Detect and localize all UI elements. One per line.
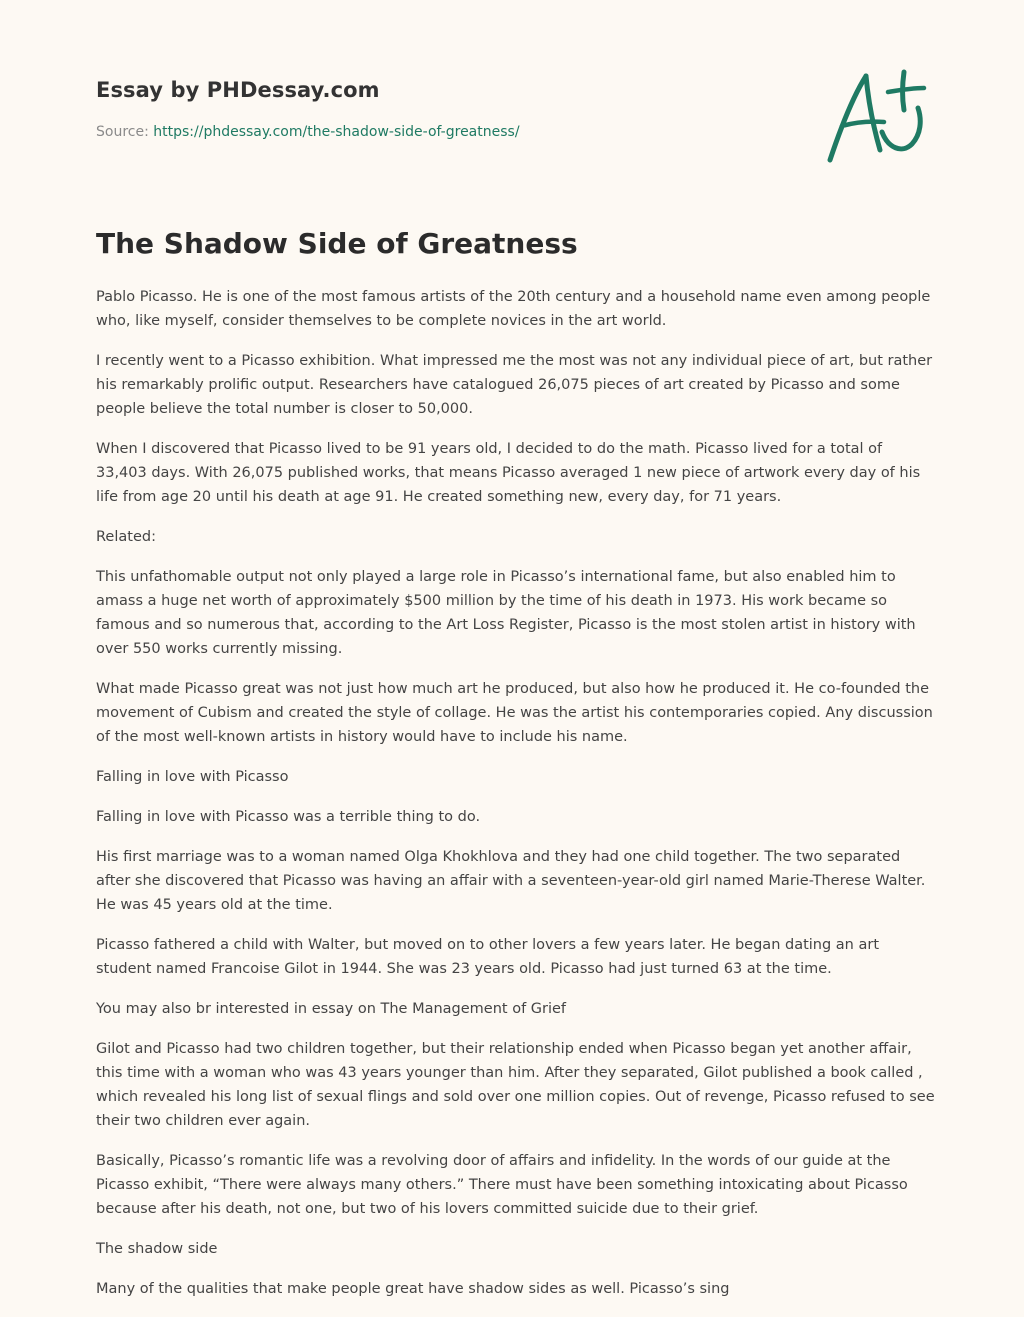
related-essay-link[interactable]: You may also br interested in essay on The Management of Grief [96, 1001, 567, 1017]
page-header [96, 74, 856, 140]
site-brand: Essay by PHDessay.com [96, 78, 380, 102]
source-line [96, 124, 520, 140]
paragraph: When I discovered that Picasso lived to be 91 years old, I decided to do the math. Picasso lived for a total of 33,403 days. With 26,075 published works, that means Picasso averaged 1 new piece of artwork every day of his life from age 20 until his death at age 91. He created something new, every day, for 71 years. [96, 441, 921, 505]
a-plus-grade-icon [822, 66, 928, 166]
paragraph: Many of the qualities that make people great have shadow sides as well. Picasso’s sing [96, 1281, 730, 1297]
source-label: Source: [96, 124, 149, 140]
paragraph: What made Picasso great was not just how much art he produced, but also how he produced it. He co-founded the movement of Cubism and created the style of collage. He was the artist his contemporaries copied. Any discussion of the most well-known artists in history would have to include his name. [96, 681, 933, 745]
paragraph: I recently went to a Picasso exhibition. What impressed me the most was not any individual piece of art, but rather his remarkably prolific output. Researchers have catalogued 26,075 pieces of art created by Picasso and some people believe the total number is closer to 50,000. [96, 353, 933, 417]
paragraph: Basically, Picasso’s romantic life was a revolving door of affairs and infidelity. In the words of our guide at the Picasso exhibit, “There were always many others.” There must have been something intoxicating about Picasso because after his death, not one, but two of his lovers committed suicide due to their grief. [96, 1153, 908, 1217]
paragraph: Gilot and Picasso had two children together, but their relationship ended when Picasso began yet another affair, this time with a woman who was 43 years younger than him. After they separated, Gilot published a book called , which revealed his long list of sexual flings and sold over one million copies. Out of revenge, Picasso refused to see their two children ever again. [96, 1041, 935, 1129]
paragraph: This unfathomable output not only played a large role in Picasso’s international fame, but also enabled him to amass a huge net worth of approximately $500 million by the time of his death in 1973. His work became so famous and so numerous that, according to the Art Loss Register, Picasso is the most stolen artist in history with over 550 works currently missing. [96, 569, 916, 657]
article-title: The Shadow Side of Greatness [96, 227, 578, 260]
paragraph: Pablo Picasso. He is one of the most famous artists of the 20th century and a household name even among people who, like myself, consider themselves to be complete novices in the art world. [96, 289, 931, 329]
source-link[interactable]: https://phdessay.com/the-shadow-side-of-greatness/ [153, 124, 520, 140]
paragraph: Falling in love with Picasso was a terrible thing to do. [96, 809, 481, 825]
section-heading: The shadow side [96, 1241, 218, 1257]
paragraph: Picasso fathered a child with Walter, but moved on to other lovers a few years later. He began dating an art student named Francoise Gilot in 1944. She was 23 years old. Picasso had just turned 63 at the time. [96, 937, 880, 977]
paragraph: His first marriage was to a woman named Olga Khokhlova and they had one child together. The two separated after she discovered that Picasso was having an affair with a seventeen-year-old girl named Marie-Therese Walter. He was 45 years old at the time. [96, 849, 926, 913]
section-heading: Falling in love with Picasso [96, 769, 289, 785]
article-body [96, 285, 936, 1317]
related-label: Related: [96, 529, 156, 545]
